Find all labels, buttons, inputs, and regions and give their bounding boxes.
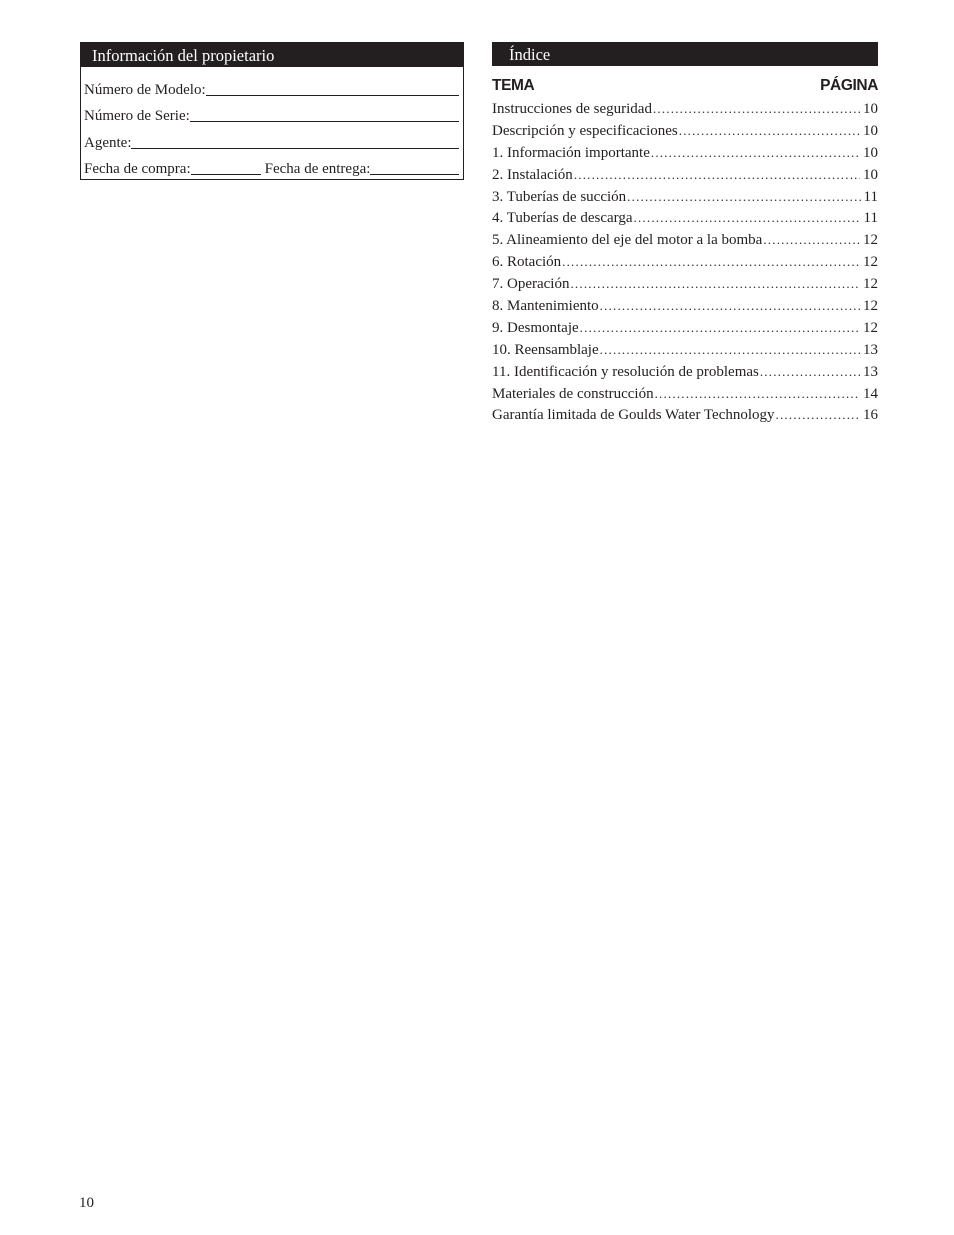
toc-item-leader [580, 317, 860, 339]
delivery-date-line[interactable] [370, 174, 459, 175]
toc-item-title: 3. Tuberías de succión [492, 188, 627, 205]
page-number: 10 [79, 1195, 94, 1211]
toc-item-title: 11. Identificación y resolución de problemas [492, 363, 759, 380]
toc-item[interactable] [492, 383, 878, 405]
owner-info-box [80, 42, 464, 180]
toc-item-leader [600, 339, 860, 361]
toc-item[interactable] [492, 273, 878, 295]
toc-item-page: 12 [863, 232, 878, 249]
toc-item[interactable] [492, 361, 878, 383]
delivery-date-label: Fecha de entrega: [264, 161, 371, 177]
toc-item[interactable] [492, 186, 878, 208]
toc-item-page: 12 [863, 276, 878, 293]
toc-item-page: 12 [863, 254, 878, 271]
toc-item[interactable] [492, 142, 878, 164]
toc-item-title: Materiales de construcción [492, 385, 654, 402]
model-number-label: Número de Modelo: [84, 82, 206, 98]
toc-item-title: 7. Operación [492, 276, 570, 293]
agent-field[interactable] [84, 132, 459, 152]
toc-item-leader [627, 186, 860, 208]
toc-item-page: 12 [863, 319, 878, 336]
toc-item-leader [600, 295, 860, 317]
toc-item-page: 11 [863, 210, 878, 227]
toc-item[interactable] [492, 295, 878, 317]
toc-item-title: Descripción y especificaciones [492, 122, 678, 139]
toc-item-leader [574, 164, 860, 186]
toc-list [492, 98, 878, 426]
toc-item[interactable] [492, 404, 878, 426]
model-number-field[interactable] [84, 79, 459, 99]
serial-number-label: Número de Serie: [84, 108, 190, 124]
toc-page-heading: PÁGINA [820, 77, 878, 94]
toc-item-page: 12 [863, 298, 878, 315]
toc-item-title: 6. Rotación [492, 254, 562, 271]
toc-item-page: 14 [863, 385, 878, 402]
toc-item-title: 1. Información importante [492, 144, 650, 161]
table-of-contents [492, 42, 878, 426]
dates-field[interactable] [84, 158, 459, 178]
purchase-date-line[interactable] [191, 174, 261, 175]
toc-item[interactable] [492, 120, 878, 142]
toc-item-leader [679, 120, 860, 142]
toc-item-page: 10 [863, 122, 878, 139]
model-number-line[interactable] [206, 95, 459, 96]
toc-item[interactable] [492, 207, 878, 229]
toc-item[interactable] [492, 339, 878, 361]
serial-number-line[interactable] [190, 121, 459, 122]
toc-item-leader [763, 229, 860, 251]
toc-item-leader [651, 142, 860, 164]
serial-number-field[interactable] [84, 105, 459, 125]
toc-item-page: 11 [863, 188, 878, 205]
toc-item-leader [760, 361, 860, 383]
toc-item-leader [776, 404, 860, 426]
toc-item-leader [653, 98, 860, 120]
toc-item-leader [634, 207, 861, 229]
toc-item[interactable] [492, 229, 878, 251]
toc-item-leader [570, 273, 860, 295]
toc-item-title: Garantía limitada de Goulds Water Technology [492, 407, 775, 424]
agent-label: Agente: [84, 135, 132, 151]
toc-item[interactable] [492, 164, 878, 186]
toc-item-title: Instrucciones de seguridad [492, 101, 652, 117]
toc-item[interactable] [492, 317, 878, 339]
toc-topic-heading: TEMA [492, 77, 535, 94]
toc-item-page: 13 [863, 341, 878, 358]
toc-item-page: 13 [863, 363, 878, 380]
toc-item[interactable] [492, 98, 878, 120]
toc-item-page: 16 [863, 407, 878, 424]
toc-item-page: 10 [863, 101, 878, 117]
toc-item-title: 2. Instalación [492, 166, 573, 183]
toc-item-page: 10 [863, 144, 878, 161]
owner-info-header: Información del propietario [81, 43, 463, 67]
agent-line[interactable] [131, 148, 459, 149]
toc-item-title: 10. Reensamblaje [492, 341, 599, 358]
toc-header: Índice [492, 42, 878, 66]
toc-item[interactable] [492, 251, 878, 273]
toc-item-leader [562, 251, 860, 273]
toc-item-title: 9. Desmontaje [492, 319, 579, 336]
toc-item-title: 5. Alineamiento del eje del motor a la bomba [492, 232, 763, 249]
toc-item-title: 4. Tuberías de descarga [492, 210, 633, 227]
purchase-date-label: Fecha de compra: [84, 161, 191, 177]
toc-item-page: 10 [863, 166, 878, 183]
toc-item-leader [655, 383, 860, 405]
toc-item-title: 8. Mantenimiento [492, 298, 599, 315]
toc-column-headings [492, 76, 878, 96]
